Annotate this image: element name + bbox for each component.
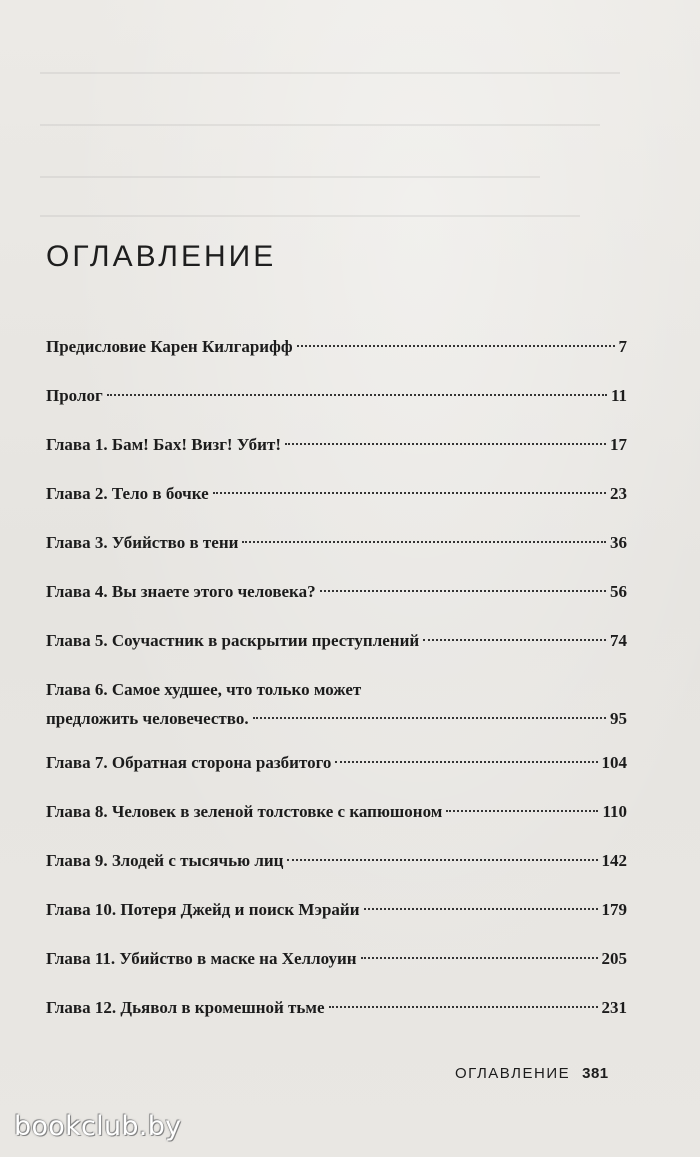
toc-entry-page: 95 <box>610 709 627 728</box>
toc-entry-page: 17 <box>610 435 627 454</box>
toc-entry-page: 104 <box>601 753 627 772</box>
toc-entry-page: 179 <box>601 900 627 919</box>
toc-entry-title: Глава 7. Обратная сторона разбитого <box>46 753 332 772</box>
toc-entry[interactable] <box>46 895 627 944</box>
dot-leader <box>446 810 598 812</box>
toc-entry-title: Глава 9. Злодей с тысячью лиц <box>46 851 284 870</box>
running-footer <box>455 1065 609 1082</box>
show-through-line <box>40 124 600 126</box>
toc-entry-page: 56 <box>610 582 627 601</box>
show-through-line <box>40 176 540 178</box>
dot-leader <box>242 541 606 543</box>
dot-leader <box>423 639 606 641</box>
dot-leader <box>213 492 606 494</box>
toc-entry[interactable] <box>46 430 627 479</box>
toc-entry[interactable] <box>46 993 627 1042</box>
toc-entry[interactable] <box>46 528 627 577</box>
dot-leader <box>253 717 606 719</box>
toc-entry-title: Глава 4. Вы знаете этого человека? <box>46 582 316 601</box>
toc-entry-title: Глава 6. Самое худшее, что только может <box>46 680 362 699</box>
toc-entry-page: 36 <box>610 533 627 552</box>
show-through-line <box>40 215 580 217</box>
toc-entry-page: 23 <box>610 484 627 503</box>
toc-entry-page: 7 <box>618 337 627 356</box>
toc-entry-title: Глава 1. Бам! Бах! Визг! Убит! <box>46 435 281 454</box>
toc-entry-title: Предисловие Карен Килгарифф <box>46 337 293 356</box>
dot-leader <box>287 859 597 861</box>
footer-page-number: 381 <box>582 1065 609 1082</box>
dot-leader <box>361 957 598 959</box>
toc-entry[interactable] <box>46 797 627 846</box>
toc-entry-page: 205 <box>601 949 627 968</box>
toc-entry[interactable] <box>46 479 627 528</box>
toc-entry-page: 110 <box>602 802 627 821</box>
dot-leader <box>297 345 615 347</box>
toc-entry-title: Глава 2. Тело в бочке <box>46 484 209 503</box>
toc-entry[interactable] <box>46 846 627 895</box>
toc-entry[interactable] <box>46 748 627 797</box>
page-title: ОГЛАВЛЕНИЕ <box>46 240 277 273</box>
toc-entry-page: 231 <box>601 998 627 1017</box>
toc-entry-title: Пролог <box>46 386 103 405</box>
toc-entry-title: Глава 10. Потеря Джейд и поиск Мэрайи <box>46 900 360 919</box>
toc-entry[interactable] <box>46 577 627 626</box>
toc-entry-page: 11 <box>610 386 627 405</box>
toc-entry-title: Глава 8. Человек в зеленой толстовке с капюшоном <box>46 802 443 821</box>
toc-entry-title-line2: предложить человечество. <box>46 709 249 728</box>
dot-leader <box>320 590 606 592</box>
toc-entry[interactable] <box>46 626 627 675</box>
toc-entry-title: Глава 5. Соучастник в раскрытии преступлений <box>46 631 420 650</box>
show-through-line <box>40 72 620 74</box>
toc-entry-page: 74 <box>610 631 627 650</box>
toc-entry[interactable] <box>46 332 627 381</box>
toc-entry[interactable] <box>46 675 627 748</box>
toc-entry-title: Глава 12. Дьявол в кромешной тьме <box>46 998 325 1017</box>
toc-entry-title: Глава 3. Убийство в тени <box>46 533 239 552</box>
dot-leader <box>364 908 598 910</box>
toc-entry-title: Глава 11. Убийство в маске на Хеллоуин <box>46 949 357 968</box>
dot-leader <box>329 1006 598 1008</box>
dot-leader <box>107 394 607 396</box>
toc-entry[interactable] <box>46 944 627 993</box>
toc-entry-page: 142 <box>601 851 627 870</box>
site-watermark: bookclub.by <box>14 1111 182 1142</box>
table-of-contents <box>46 332 627 1042</box>
dot-leader <box>335 761 597 763</box>
dot-leader <box>285 443 606 445</box>
toc-entry[interactable] <box>46 381 627 430</box>
footer-section-label: ОГЛАВЛЕНИЕ <box>455 1065 571 1082</box>
